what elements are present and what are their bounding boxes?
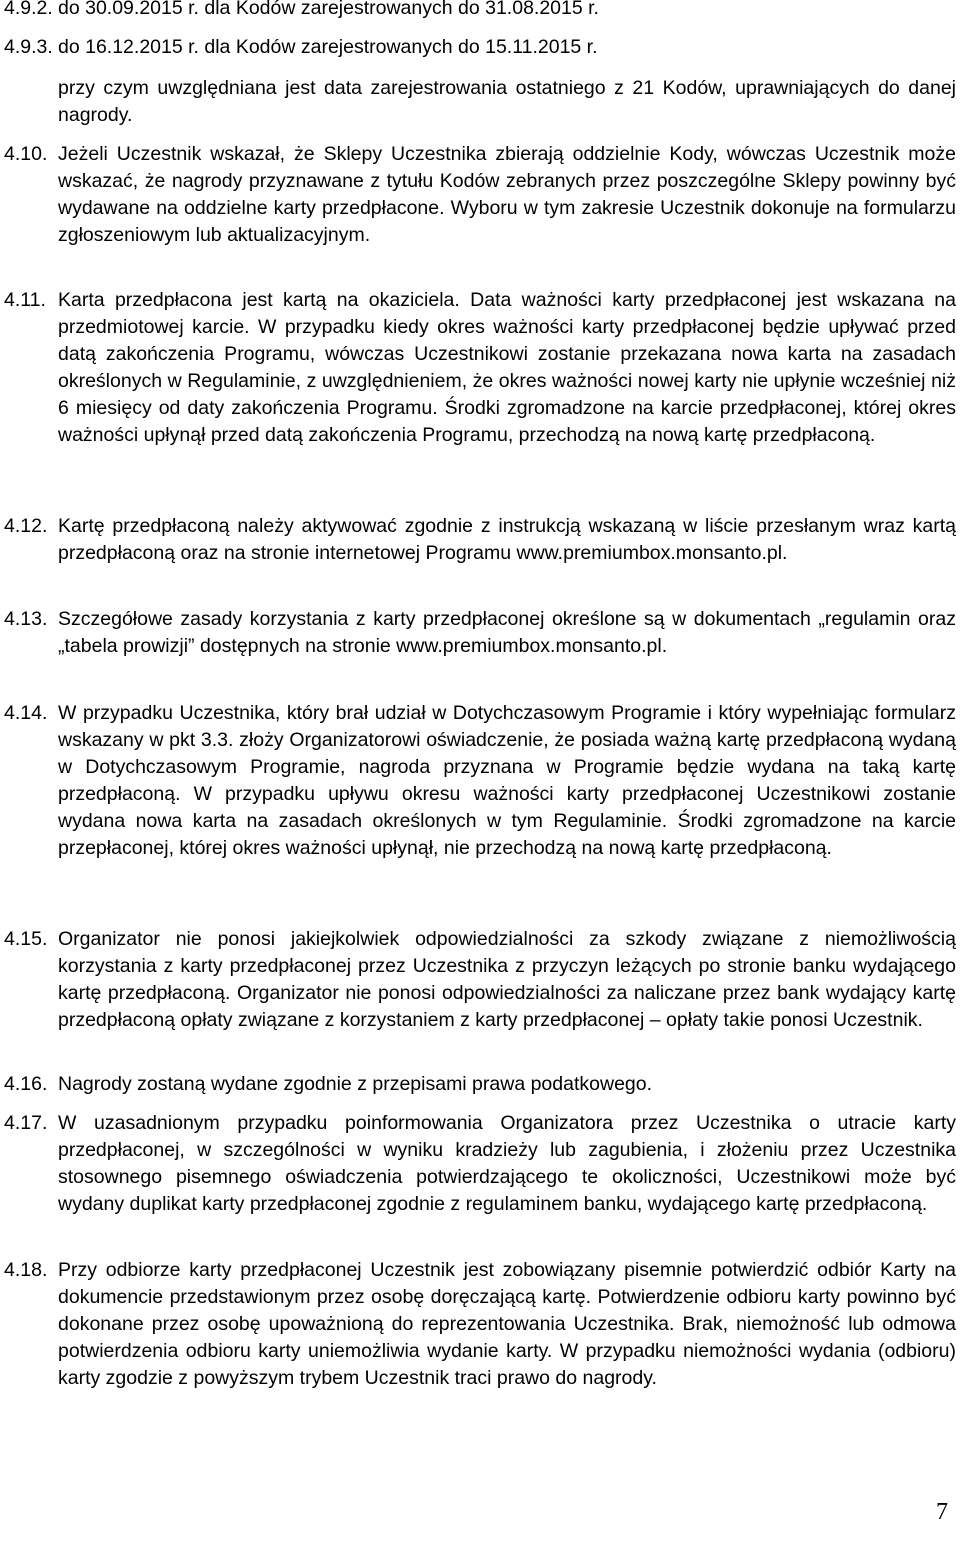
paragraph-number: 4.16. bbox=[4, 1073, 48, 1095]
paragraph-4-10 bbox=[4, 141, 956, 249]
paragraph-number: 4.11. bbox=[4, 289, 46, 311]
item-number: 4.9.3. bbox=[4, 36, 53, 58]
paragraph-number: 4.13. bbox=[4, 608, 48, 630]
paragraph-number: 4.17. bbox=[4, 1112, 48, 1134]
paragraph-number: 4.18. bbox=[4, 1259, 48, 1281]
paragraph-text: Szczegółowe zasady korzystania z karty przedpłaconej określone są w dokumentach „regulamin oraz „tabela prowizji” dostępnych na stronie www.premiumbox.monsanto.pl. bbox=[58, 608, 956, 657]
item-text: do 16.12.2015 r. dla Kodów zarejestrowanych do 15.11.2015 r. bbox=[58, 36, 598, 58]
paragraph-4-15 bbox=[4, 926, 956, 1034]
paragraph-text: Przy odbiorze karty przedpłaconej Uczestnik jest zobowiązany pisemnie potwierdzić odbiór Karty na dokumencie przedstawionym przez osobę doręczającą kartę. Potwierdzenie odbioru karty powinno być dokonane przez osobę upoważnioną do reprezentowania Uczestnika. Brak, niemożność lub odmowa potwierdzenia odbioru karty uniemożliwia wydanie karty. W przypadku niemożności wydania (odbioru) karty zgodzie z powyższym trybem Uczestnik traci prawo do nagrody. bbox=[58, 1259, 956, 1389]
item-number: 4.9.2. bbox=[4, 0, 53, 19]
note-paragraph: przy czym uwzględniana jest data zarejestrowania ostatniego z 21 Kodów, uprawniających do danej nagrody. bbox=[58, 77, 956, 126]
paragraph-text: W przypadku Uczestnika, który brał udział w Dotychczasowym Programie i który wypełniając formularz wskazany w pkt 3.3. złoży Organizatorowi oświadczenie, że posiada ważną kartę przedpłaconą wydaną w Dotychczasowym Programie, nagroda przyznana w Programie będzie wydana na taką kartę przedpłaconą. W przypadku upływu okresu ważności karty przedpłaconej Uczestnikowi zostanie wydana nowa karta na zasadach określonych w tym Regulaminie. Środki zgromadzone na karcie przepłaconej, której okres ważności upłynął, nie przechodzą na nową kartę przedpłaconą. bbox=[58, 702, 956, 859]
paragraph-4-13 bbox=[4, 606, 956, 660]
paragraph-text: Karta przedpłacona jest kartą na okaziciela. Data ważności karty przedpłaconej jest wskazana na przedmiotowej karcie. W przypadku kiedy okres ważności karty przedpłaconej będzie upływać przed datą zakończenia Programu, wówczas Uczestnikowi zostanie przekazana nowa karta na zasadach określonych w Regulaminie, z uwzględnieniem, że okres ważności nowej karty nie upłynie wcześniej niż 6 miesięcy od daty zakończenia Programu. Środki zgromadzone na karcie przedpłaconej, której okres ważności upłynął przed datą zakończenia Programu, przechodzą na nową kartę przedpłaconą. bbox=[58, 289, 956, 446]
item-text: do 30.09.2015 r. dla Kodów zarejestrowanych do 31.08.2015 r. bbox=[58, 0, 599, 19]
paragraph-text: Jeżeli Uczestnik wskazał, że Sklepy Uczestnika zbierają oddzielnie Kody, wówczas Uczestnik może wskazać, że nagrody przyznawane z tytułu Kodów zebranych przez poszczególne Sklepy powinny być wydawane na oddzielne karty przedpłacone. Wyboru w tym zakresie Uczestnik dokonuje na formularzu zgłoszeniowym lub aktualizacyjnym. bbox=[58, 143, 956, 246]
paragraph-4-17 bbox=[4, 1110, 956, 1218]
list-item-4-9-2 bbox=[4, 0, 599, 22]
paragraph-number: 4.14. bbox=[4, 702, 48, 724]
paragraph-text: W uzasadnionym przypadku poinformowania Organizatora przez Uczestnika o utracie karty przedpłaconej, w szczególności w wyniku kradzieży lub zagubienia, i złożeniu przez Uczestnika stosownego pisemnego oświadczenia potwierdzającego te okoliczności, Uczestnikowi może być wydany duplikat karty przedpłaconej zgodnie z regulaminem banku, wydającego kartę przedpłaconą. bbox=[58, 1112, 956, 1215]
paragraph-number: 4.15. bbox=[4, 928, 48, 950]
paragraph-4-16 bbox=[4, 1071, 956, 1098]
page-number: 7 bbox=[936, 1499, 948, 1525]
paragraph-number: 4.10. bbox=[4, 143, 48, 165]
list-item-4-9-3 bbox=[4, 34, 598, 61]
paragraph-4-14 bbox=[4, 700, 956, 862]
paragraph-4-11 bbox=[4, 287, 956, 449]
paragraph-4-18 bbox=[4, 1257, 956, 1392]
paragraph-text: Organizator nie ponosi jakiejkolwiek odpowiedzialności za szkody związane z niemożliwością korzystania z karty przedpłaconej przez Uczestnika z przyczyn leżących po stronie banku wydającego kartę przedpłaconą. Organizator nie ponosi odpowiedzialności za naliczane przez bank wydający kartę przedpłaconą opłaty związane z korzystaniem z karty przedpłaconej – opłaty takie ponosi Uczestnik. bbox=[58, 928, 956, 1031]
paragraph-text: Kartę przedpłaconą należy aktywować zgodnie z instrukcją wskazaną w liście przesłanym wraz kartą przedpłaconą oraz na stronie internetowej Programu www.premiumbox.monsanto.pl. bbox=[58, 515, 956, 564]
paragraph-4-12 bbox=[4, 513, 956, 567]
paragraph-number: 4.12. bbox=[4, 515, 48, 537]
paragraph-text: Nagrody zostaną wydane zgodnie z przepisami prawa podatkowego. bbox=[58, 1073, 653, 1095]
